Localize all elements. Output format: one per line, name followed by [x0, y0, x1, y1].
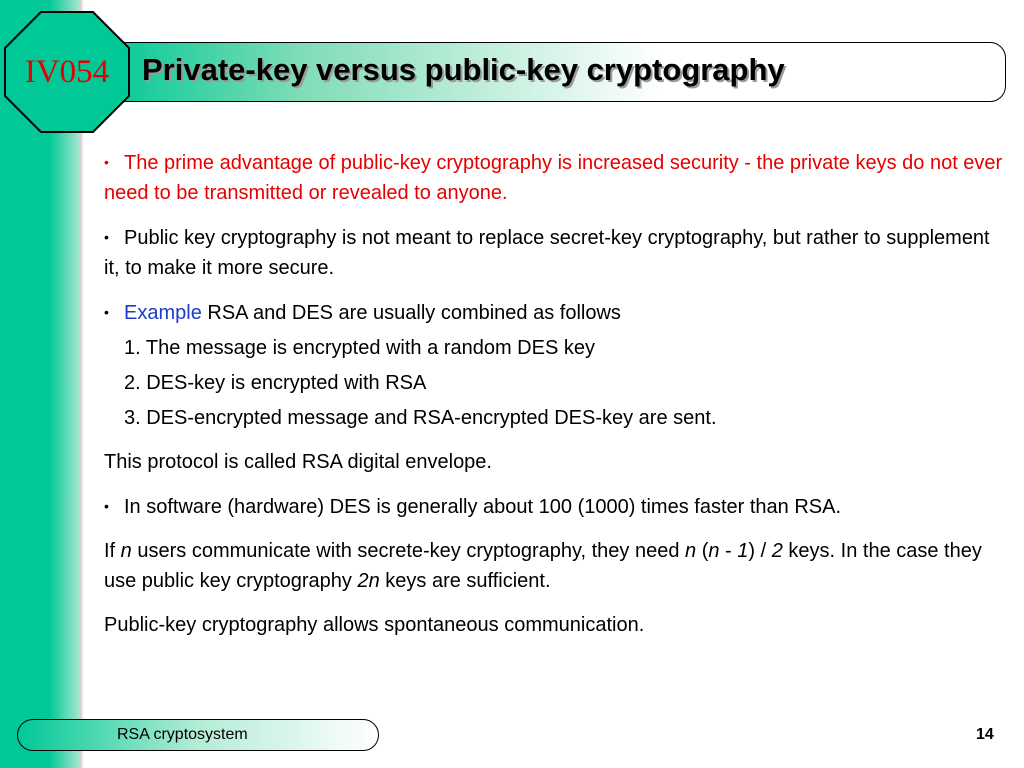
slide-body [104, 147, 1004, 654]
math-var: 2n [357, 570, 380, 592]
text-run: ) / [748, 540, 772, 562]
text-run: If [104, 540, 121, 562]
text-run: keys are sufficient. [379, 570, 551, 592]
paragraph-envelope: This protocol is called RSA digital envelope. [104, 451, 492, 473]
slide-title: Private-key versus public-key cryptography [142, 52, 785, 87]
bullet-icon: • [104, 304, 109, 320]
footer-title: RSA cryptosystem [117, 726, 248, 743]
step-2: 2. DES-key is encrypted with RSA [124, 372, 427, 394]
example-label: Example [124, 302, 202, 324]
paragraph-supplement [104, 222, 1004, 283]
paragraph-example [104, 297, 1004, 328]
paragraph-speed [104, 491, 1004, 522]
text-run: ( [696, 540, 709, 562]
bullet-icon: • [104, 229, 109, 245]
math-var: 2 [771, 540, 783, 562]
bullet-icon: • [104, 154, 109, 170]
paragraph-text: The prime advantage of public-key cryptography is increased security - the private keys do not ever need to be transmitted or revealed to anyone. [104, 152, 1003, 204]
step-1: 1. The message is encrypted with a random DES key [124, 337, 595, 359]
paragraph-text: RSA and DES are usually combined as follows [201, 302, 621, 324]
paragraph-text: Public key cryptography is not meant to replace secret-key cryptography, but rather to supplement it, to make it more secure. [104, 227, 990, 279]
step-3: 3. DES-encrypted message and RSA-encrypted DES-key are sent. [124, 407, 717, 429]
text-run: keys. In the case they use public key cryptography [104, 540, 982, 592]
paragraph-key-count [104, 536, 1004, 596]
page-number: 14 [976, 726, 994, 743]
course-code: IV054 [24, 53, 110, 90]
paragraph-advantage [104, 147, 1004, 208]
text-run: - [719, 540, 738, 562]
math-var: n [120, 540, 132, 562]
math-var: n [708, 540, 720, 562]
paragraph-spontaneous: Public-key cryptography allows spontaneous communication. [104, 614, 645, 636]
math-var: n [685, 540, 697, 562]
text-run: users communicate with secrete-key cryptography, they need [131, 540, 686, 562]
paragraph-text: In software (hardware) DES is generally about 100 (1000) times faster than RSA. [124, 496, 842, 518]
bullet-icon: • [104, 498, 109, 514]
math-var: 1 [737, 540, 749, 562]
